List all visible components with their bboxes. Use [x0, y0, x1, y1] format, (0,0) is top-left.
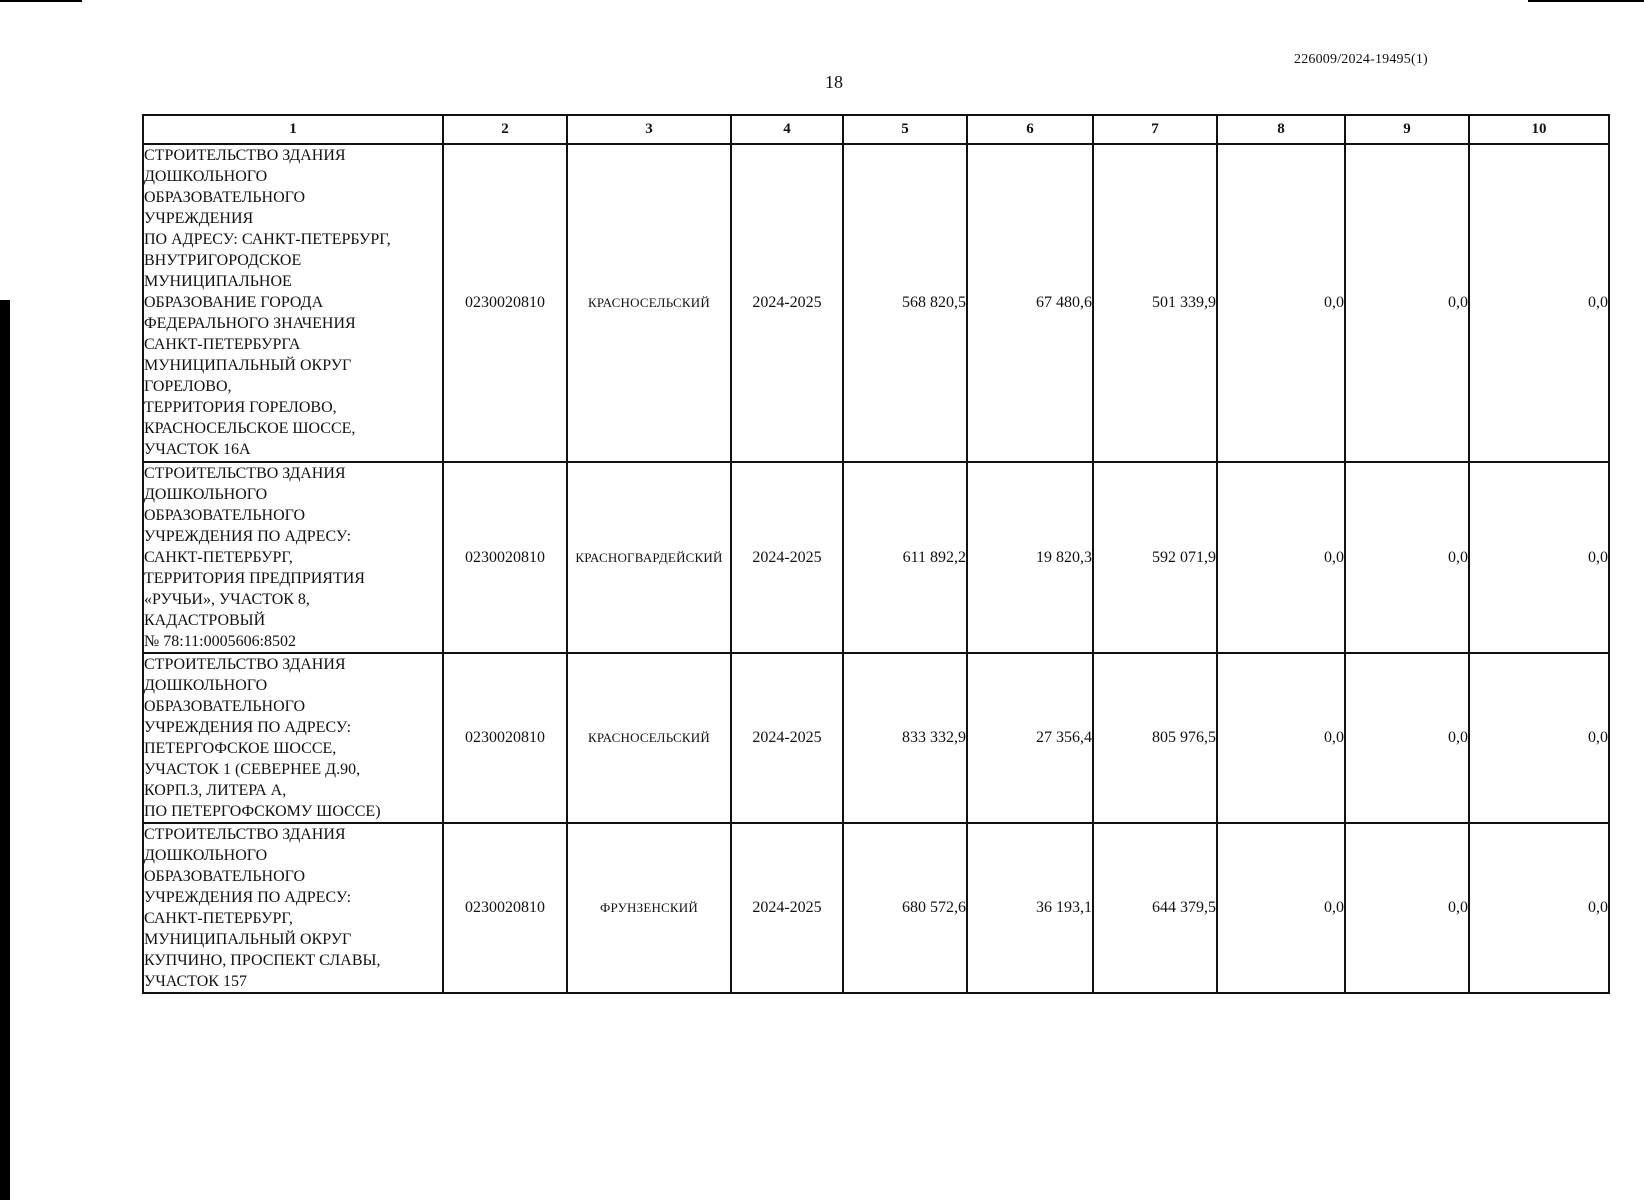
- column-header-4: 4: [731, 115, 843, 144]
- value-cell-7: 592 071,9: [1093, 462, 1217, 653]
- code-cell: 0230020810: [443, 144, 567, 462]
- table-row: [143, 144, 1609, 462]
- value-cell-9: 0,0: [1345, 823, 1469, 993]
- district-cell: КРАСНОСЕЛЬСКИЙ: [567, 144, 731, 462]
- value-cell-5: 611 892,2: [843, 462, 967, 653]
- value-cell-10: 0,0: [1469, 144, 1609, 462]
- value-cell-7: 501 339,9: [1093, 144, 1217, 462]
- district-cell: ФРУНЗЕНСКИЙ: [567, 823, 731, 993]
- column-header-7: 7: [1093, 115, 1217, 144]
- column-header-9: 9: [1345, 115, 1469, 144]
- value-cell-5: 833 332,9: [843, 653, 967, 823]
- code-cell: 0230020810: [443, 653, 567, 823]
- value-cell-6: 27 356,4: [967, 653, 1093, 823]
- column-header-8: 8: [1217, 115, 1345, 144]
- scan-edge-top-left: [0, 0, 82, 2]
- value-cell-8: 0,0: [1217, 462, 1345, 653]
- page-number: 18: [825, 72, 843, 92]
- value-cell-10: 0,0: [1469, 823, 1609, 993]
- district-cell: КРАСНОГВАРДЕЙСКИЙ: [567, 462, 731, 653]
- value-cell-6: 36 193,1: [967, 823, 1093, 993]
- period-cell: 2024-2025: [731, 823, 843, 993]
- value-cell-5: 568 820,5: [843, 144, 967, 462]
- value-cell-10: 0,0: [1469, 462, 1609, 653]
- value-cell-6: 67 480,6: [967, 144, 1093, 462]
- value-cell-7: 805 976,5: [1093, 653, 1217, 823]
- value-cell-9: 0,0: [1345, 144, 1469, 462]
- table-row: [143, 462, 1609, 653]
- column-header-6: 6: [967, 115, 1093, 144]
- period-cell: 2024-2025: [731, 462, 843, 653]
- scan-edge-left: [0, 300, 10, 1200]
- value-cell-10: 0,0: [1469, 653, 1609, 823]
- document-number: 226009/2024-19495(1): [1294, 52, 1428, 67]
- code-cell: 0230020810: [443, 462, 567, 653]
- value-cell-6: 19 820,3: [967, 462, 1093, 653]
- table-header-row: [143, 115, 1609, 144]
- value-cell-8: 0,0: [1217, 653, 1345, 823]
- code-cell: 0230020810: [443, 823, 567, 993]
- object-name-cell: СТРОИТЕЛЬСТВО ЗДАНИЯ ДОШКОЛЬНОГО ОБРАЗОВАТЕЛЬНОГО УЧРЕЖДЕНИЯ ПО АДРЕСУ: САНКТ-ПЕТЕРБУРГ, МУНИЦИПАЛЬНЫЙ ОКРУГ КУПЧИНО, ПРОСПЕКТ СЛАВЫ, УЧАСТОК 157: [143, 823, 443, 993]
- object-name-cell: СТРОИТЕЛЬСТВО ЗДАНИЯ ДОШКОЛЬНОГО ОБРАЗОВАТЕЛЬНОГО УЧРЕЖДЕНИЯ ПО АДРЕСУ: САНКТ-ПЕТЕРБУРГ, ВНУТРИГОРОДСКОЕ МУНИЦИПАЛЬНОЕ ОБРАЗОВАНИЕ ГОРОДА ФЕДЕРАЛЬНОГО ЗНАЧЕНИЯ САНКТ-ПЕТЕРБУРГА МУНИЦИПАЛЬНЫЙ ОКРУГ ГОРЕЛОВО, ТЕРРИТОРИЯ ГОРЕЛОВО, КРАСНОСЕЛЬСКОЕ ШОССЕ, УЧАСТОК 16А: [143, 144, 443, 462]
- value-cell-8: 0,0: [1217, 144, 1345, 462]
- value-cell-9: 0,0: [1345, 653, 1469, 823]
- column-header-2: 2: [443, 115, 567, 144]
- column-header-1: 1: [143, 115, 443, 144]
- column-header-3: 3: [567, 115, 731, 144]
- table-row: [143, 823, 1609, 993]
- period-cell: 2024-2025: [731, 653, 843, 823]
- object-name-cell: СТРОИТЕЛЬСТВО ЗДАНИЯ ДОШКОЛЬНОГО ОБРАЗОВАТЕЛЬНОГО УЧРЕЖДЕНИЯ ПО АДРЕСУ: ПЕТЕРГОФСКОЕ ШОССЕ, УЧАСТОК 1 (СЕВЕРНЕЕ Д.90, КОРП.3, ЛИТЕРА А, ПО ПЕТЕРГОФСКОМУ ШОССЕ): [143, 653, 443, 823]
- period-cell: 2024-2025: [731, 144, 843, 462]
- column-header-5: 5: [843, 115, 967, 144]
- object-name-cell: СТРОИТЕЛЬСТВО ЗДАНИЯ ДОШКОЛЬНОГО ОБРАЗОВАТЕЛЬНОГО УЧРЕЖДЕНИЯ ПО АДРЕСУ: САНКТ-ПЕТЕРБУРГ, ТЕРРИТОРИЯ ПРЕДПРИЯТИЯ «РУЧЬИ», УЧАСТОК 8, КАДАСТРОВЫЙ № 78:11:0005606:8502: [143, 462, 443, 653]
- district-cell: КРАСНОСЕЛЬСКИЙ: [567, 653, 731, 823]
- column-header-10: 10: [1469, 115, 1609, 144]
- scan-edge-top-right: [1528, 0, 1644, 2]
- value-cell-8: 0,0: [1217, 823, 1345, 993]
- table-row: [143, 653, 1609, 823]
- data-table: [142, 114, 1610, 994]
- value-cell-9: 0,0: [1345, 462, 1469, 653]
- value-cell-7: 644 379,5: [1093, 823, 1217, 993]
- value-cell-5: 680 572,6: [843, 823, 967, 993]
